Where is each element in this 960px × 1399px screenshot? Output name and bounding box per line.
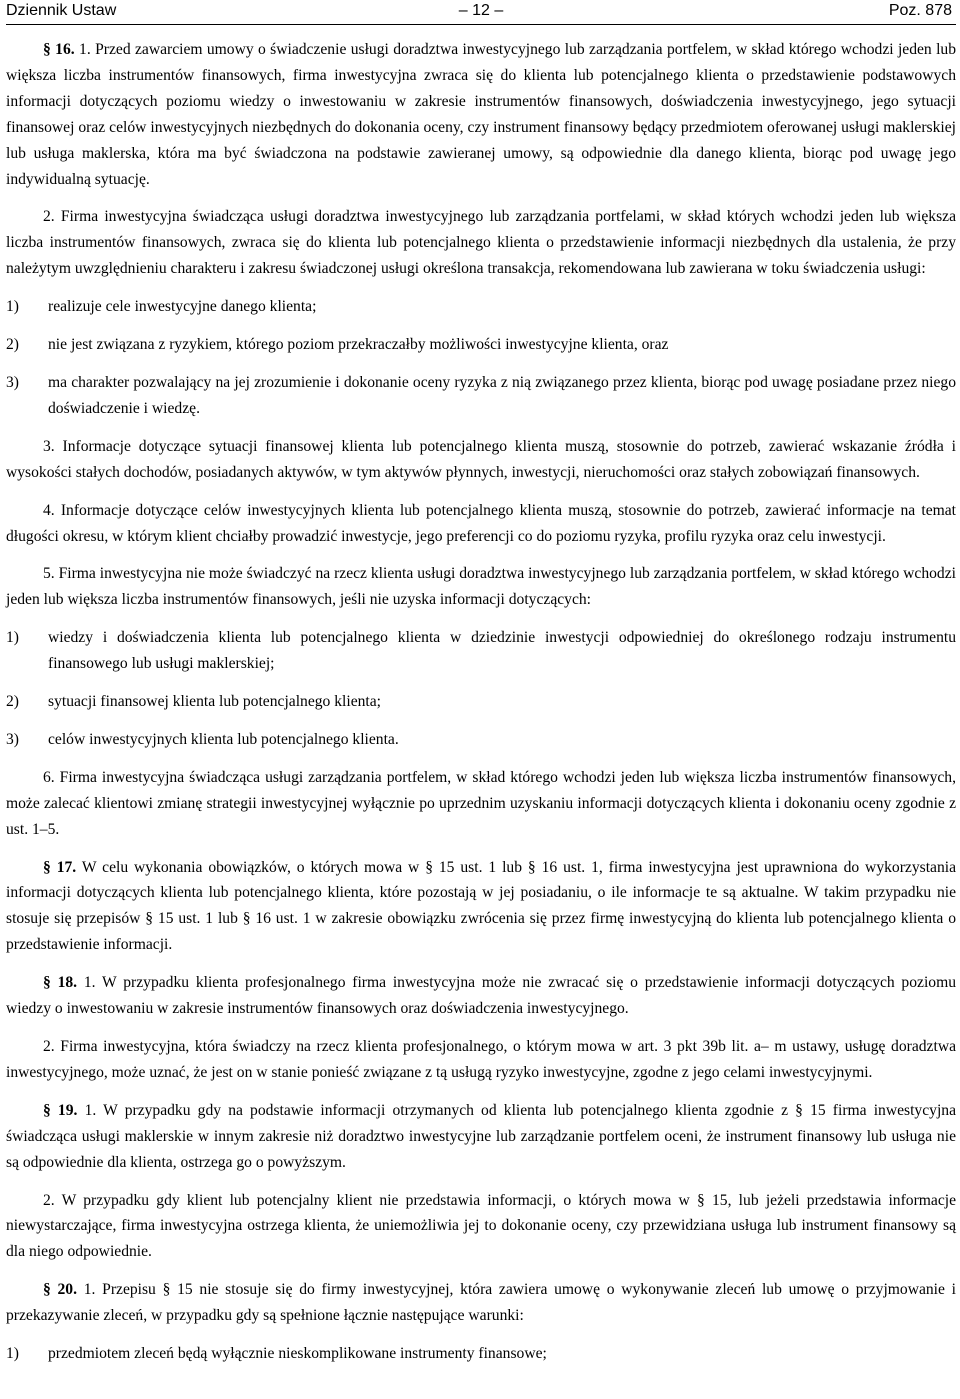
list-item [6, 689, 956, 715]
s18-paragraph-1 [6, 970, 956, 1022]
list-item [6, 294, 956, 320]
s17-text: W celu wykonania obowiązków, o których mowa w § 15 ust. 1 lub § 16 ust. 1, firma inwestycyjna jest uprawniona do wykorzystania informacji dotyczących klienta lub potencjalnego klienta, które pozostają w jej posiadaniu, o ile informacje te są aktualne. W takim przypadku nie stosuje się przepisów § 15 ust. 1 lub § 16 ust. 1 w zakresie obowiązku zwrócenia się przez firmę inwestycyjną do klienta lub potencjalnego klienta o przedstawienie informacji. [6, 858, 956, 954]
journal-name: Dziennik Ustaw [6, 2, 117, 19]
s18-p1-number: 1. [83, 974, 96, 992]
s16-p1-text: Przed zawarciem umowy o świadczenie usługi doradztwa inwestycyjnego lub zarządzania portfelem, w skład którego wchodzi jeden lub większa liczba instrumentów finansowych, firma inwestycyjna zwraca się do klienta lub potencjalnego klienta o przedstawienie podstawowych informacji dotyczących poziomu wiedzy o inwestowaniu w zakresie instrumentów finansowych, doświadczenia inwestycyjnego, jego sytuacji finansowej oraz celów inwestycyjnych niezbędnych do dokonania oceny, czy instrument finansowy będący przedmiotem oferowanej usługi maklerskiej lub usługa maklerska, która ma być świadczona na podstawie zawieranej umowy, są odpowiednie dla danego klienta, biorąc pod uwagę jego indywidualną sytuację. [6, 41, 956, 188]
s16-paragraph-6: 6. Firma inwestycyjna świadcząca usługi zarządzania portfelem, w skład którego wchodzi jeden lub większa liczba instrumentów finansowych, może zalecać klientowi zmianę strategii inwestycyjnej wyłącznie po uprzednim uzyskaniu informacji dotyczących klienta i dokonaniu oceny zgodnie z ust. 1–5. [6, 768, 956, 838]
position-number: Poz. 878 [888, 2, 952, 19]
list-item-number: 3) [6, 373, 19, 391]
list-item [6, 1341, 956, 1367]
s17-number: § 17. [43, 858, 77, 876]
page-number: – 12 – [458, 2, 504, 19]
page-header [6, 0, 956, 25]
s20-p1-text: Przepisu § 15 nie stosuje się do firmy inwestycyjnej, która zawiera umowę o wykonywanie zleceń lub umowę o przyjmowanie i przekazywanie zleceń, w przypadku gdy są spełnione łącznie następujące warunki: [6, 1281, 956, 1325]
s19-p1-number: 1. [84, 1101, 97, 1119]
list-item-text: realizuje cele inwestycyjne danego klienta; [48, 298, 317, 316]
s20-p1-number: 1. [83, 1281, 96, 1299]
list-item-number: 1) [6, 1345, 19, 1363]
list-item [6, 370, 956, 422]
s16-paragraph-4: 4. Informacje dotyczące celów inwestycyjnych klienta lub potencjalnego klienta muszą, stosownie do potrzeb, zawierać informacje na temat długości okresu, w którym klient chciałby prowadzić inwestycje, jego preferencji co do poziomu ryzyka, profilu ryzyka oraz celu inwestycji. [6, 501, 956, 545]
list-item-text: celów inwestycyjnych klienta lub potencjalnego klienta. [48, 730, 399, 748]
s16-number: § 16. [43, 41, 75, 58]
s18-number: § 18. [43, 974, 78, 992]
s19-paragraph-2: 2. W przypadku gdy klient lub potencjalny klient nie przedstawia informacji, o których mowa w § 15, lub jeżeli przedstawia informacje niewystarczające, firma inwestycyjna ostrzega klienta, że uniemożliwia jej to dokonanie oceny, czy przewidziana usługa lub instrument finansowy są dla niego odpowiednie. [6, 1191, 956, 1261]
list-item-number: 1) [6, 298, 19, 316]
s16-paragraph-1 [6, 37, 956, 192]
list-item-text: ma charakter pozwalający na jej zrozumienie i dokonanie oceny ryzyka z nią związanego przez klienta, biorąc pod uwagę posiadane przez niego doświadczenie i wiedzę. [48, 373, 956, 417]
s16-p1-number: 1. [79, 41, 91, 58]
list-item [6, 625, 956, 677]
s19-p1-text: W przypadku gdy na podstawie informacji otrzymanych od klienta lub potencjalnego klienta zgodnie z § 15 firma inwestycyjna świadcząca usługi maklerskie w innym zakresie niż doradztwo inwestycyjne lub zarządzanie portfelem oceni, że instrument finansowy lub usługa nie są odpowiednie dla klienta, ostrzega go o powyższym. [6, 1101, 956, 1171]
list-item-number: 2) [6, 693, 19, 711]
s20-number: § 20. [43, 1281, 78, 1299]
s19-number: § 19. [43, 1101, 78, 1119]
s18-paragraph-2: 2. Firma inwestycyjna, która świadczy na rzecz klienta profesjonalnego, o którym mowa w art. 3 pkt 39b lit. a– m ustawy, usługę doradztwa inwestycyjnego, może uznać, że jest on w stanie ponieść związane z tą usługą ryzyko inwestycyjne, zgodne z jego celami inwestycyjnymi. [6, 1038, 956, 1081]
s16-paragraph-5: 5. Firma inwestycyjna nie może świadczyć na rzecz klienta usługi doradztwa inwestycyjnego lub zarządzania portfelem, w skład którego wchodzi jeden lub większa liczba instrumentów finansowych, jeśli nie uzyska informacji dotyczących: [6, 565, 956, 609]
list-item-text: przedmiotem zleceń będą wyłącznie nieskomplikowane instrumenty finansowe; [48, 1345, 547, 1363]
list-item-number: 1) [6, 629, 19, 647]
list-item [6, 727, 956, 753]
list-item-number: 2) [6, 336, 19, 354]
list-item-text: wiedzy i doświadczenia klienta lub potencjalnego klienta w dziedzinie inwestycji odpowiedniej do określonego rodzaju instrumentu finansowego lub usługi maklerskiej; [48, 629, 956, 673]
list-item-number: 3) [6, 730, 19, 748]
list-item-text: nie jest związana z ryzykiem, którego poziom przekraczałby możliwości inwestycyjne klienta, oraz [48, 336, 669, 354]
s17-paragraph [6, 855, 956, 959]
s20-paragraph-1 [6, 1277, 956, 1329]
s16-paragraph-3: 3. Informacje dotyczące sytuacji finansowej klienta lub potencjalnego klienta muszą, stosownie do potrzeb, zawierać wskazanie źródła i wysokości stałych dochodów, posiadanych aktywów, w tym aktywów płynnych, inwestycji, nieruchomości oraz stałych zobowiązań finansowych. [6, 437, 956, 481]
list-item [6, 332, 956, 358]
s19-paragraph-1 [6, 1098, 956, 1176]
s16-paragraph-2: 2. Firma inwestycyjna świadcząca usługi doradztwa inwestycyjnego lub zarządzania portfelami, w skład których wchodzi jeden lub większa liczba instrumentów finansowych, zwraca się do klienta lub potencjalnego klienta o przedstawienie informacji niezbędnych dla ustalenia, że przy należytym uwzględnieniu charakteru i zakresu świadczonej usługi określona transakcja, rekomendowana lub zawierana w toku świadczenia usługi: [6, 208, 956, 278]
document-body [6, 25, 956, 1367]
s18-p1-text: W przypadku klienta profesjonalnego firma inwestycyjna może nie zwracać się o przedstawienie informacji dotyczących poziomu wiedzy o inwestowaniu w zakresie instrumentów finansowych oraz doświadczenia inwestycyjnego. [6, 974, 957, 1018]
list-item-text: sytuacji finansowej klienta lub potencjalnego klienta; [48, 693, 382, 711]
